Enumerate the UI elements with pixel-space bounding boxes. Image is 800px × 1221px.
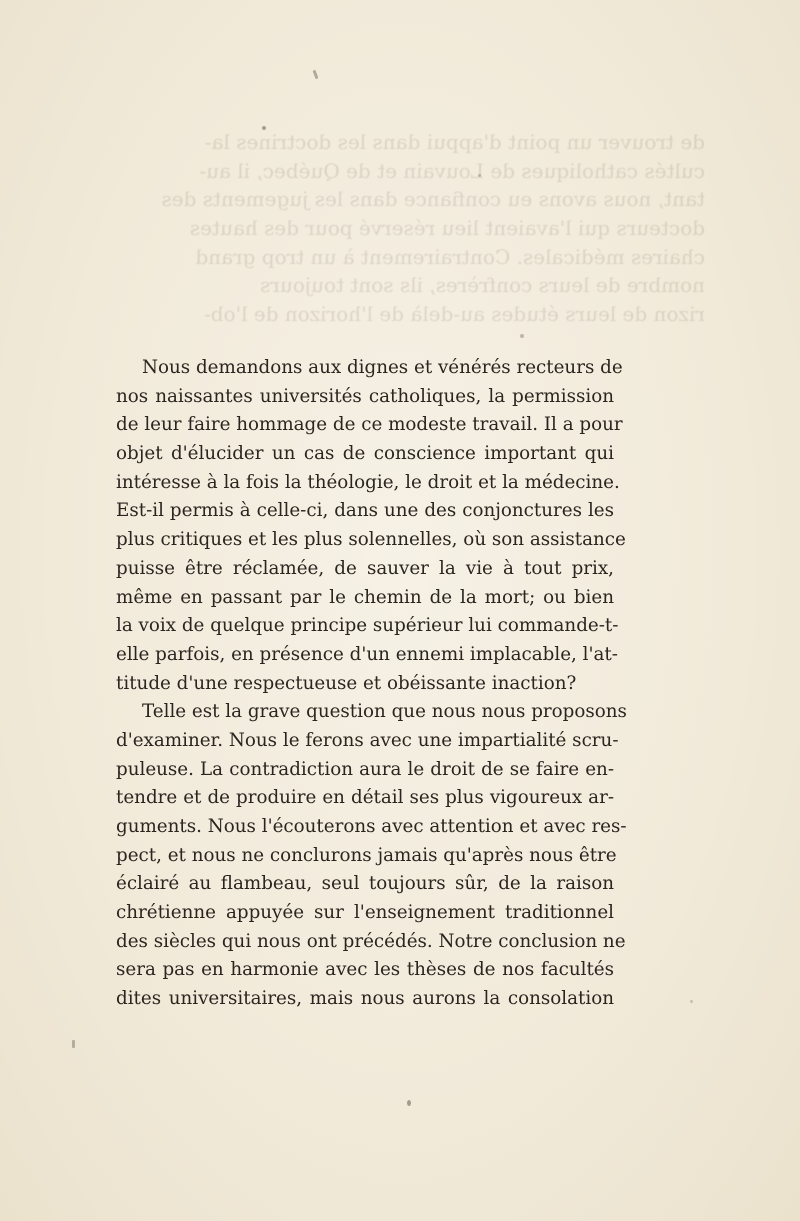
paper-speck	[72, 1040, 75, 1048]
text-line: des siècles qui nous ont précédés. Notre conclusion ne	[116, 930, 626, 952]
text-line: d'examiner. Nous le ferons avec une impartialité scru-	[116, 729, 619, 751]
text-line: chrétienne appuyée sur l'enseignement traditionnel	[116, 902, 614, 924]
bleed-line: de trouver un point d'appui dans les doctrines la-	[204, 130, 705, 154]
paper-speck	[520, 334, 524, 338]
text-line: Telle est la grave question que nous nous proposons	[142, 701, 627, 723]
paper-speck	[690, 1000, 693, 1003]
bleed-line: docteurs qui l'avaient lieu réservé pour des hautes	[189, 216, 705, 241]
bleed-line: tant, nous avons eu confiance dans les jugements des	[161, 187, 705, 212]
text-line: sera pas en harmonie avec les thèses de nos facultés	[116, 959, 614, 981]
text-line: de leur faire hommage de ce modeste travail. Il a pour	[116, 414, 623, 436]
paper-speck	[478, 174, 481, 177]
text-line: guments. Nous l'écouterons avec attention et avec res-	[116, 816, 627, 837]
text-line: puisse être réclamée, de sauver la vie à tout prix,	[116, 557, 614, 579]
text-line: dites universitaires, mais nous aurons la consolation	[116, 988, 614, 1010]
text-line: objet d'élucider un cas de conscience important qui	[116, 443, 614, 465]
text-line: pect, et nous ne conclurons jamais qu'après nous être	[116, 844, 617, 866]
text-line: nos naissantes universités catholiques, la permission	[116, 385, 614, 407]
text-line: Est-il permis à celle-ci, dans une des conjonctures les	[116, 500, 614, 522]
paper-speck	[407, 1100, 411, 1106]
bleed-through-text	[115, 128, 705, 358]
text-line: éclairé au flambeau, seul toujours sûr, de la raison	[116, 873, 614, 895]
paper-speck	[313, 70, 319, 79]
text-line: même en passant par le chemin de la mort; ou bien	[116, 586, 614, 608]
text-line: elle parfois, en présence d'un ennemi implacable, l'at-	[116, 643, 618, 665]
text-line: Nous demandons aux dignes et vénérés recteurs de	[142, 357, 623, 378]
text-line: plus critiques et les plus solennelles, où son assistance	[116, 529, 626, 551]
text-line: titude d'une respectueuse et obéissante inaction?	[116, 672, 577, 694]
text-line: intéresse à la fois la théologie, le droit et la médecine.	[116, 471, 620, 493]
paper-speck	[262, 126, 266, 130]
bleed-line: nombre de leurs confrères, ils sont toujours	[260, 273, 705, 298]
bleed-line: chaires médicales. Contrairement à un trop grand	[195, 244, 705, 269]
bleed-line: cultés catholiques de Louvain et de Québec, il au-	[199, 158, 705, 183]
text-line: tendre et de produire en détail ses plus vigoureux ar-	[116, 787, 614, 809]
body-text	[116, 354, 627, 1014]
bleed-line: rizon de leurs études au-delà de l'horizon de l'ob-	[203, 302, 705, 327]
text-line: puleuse. La contradiction aura le droit de se faire en-	[116, 758, 614, 780]
text-line: la voix de quelque principe supérieur lui commande-t-	[116, 615, 619, 637]
